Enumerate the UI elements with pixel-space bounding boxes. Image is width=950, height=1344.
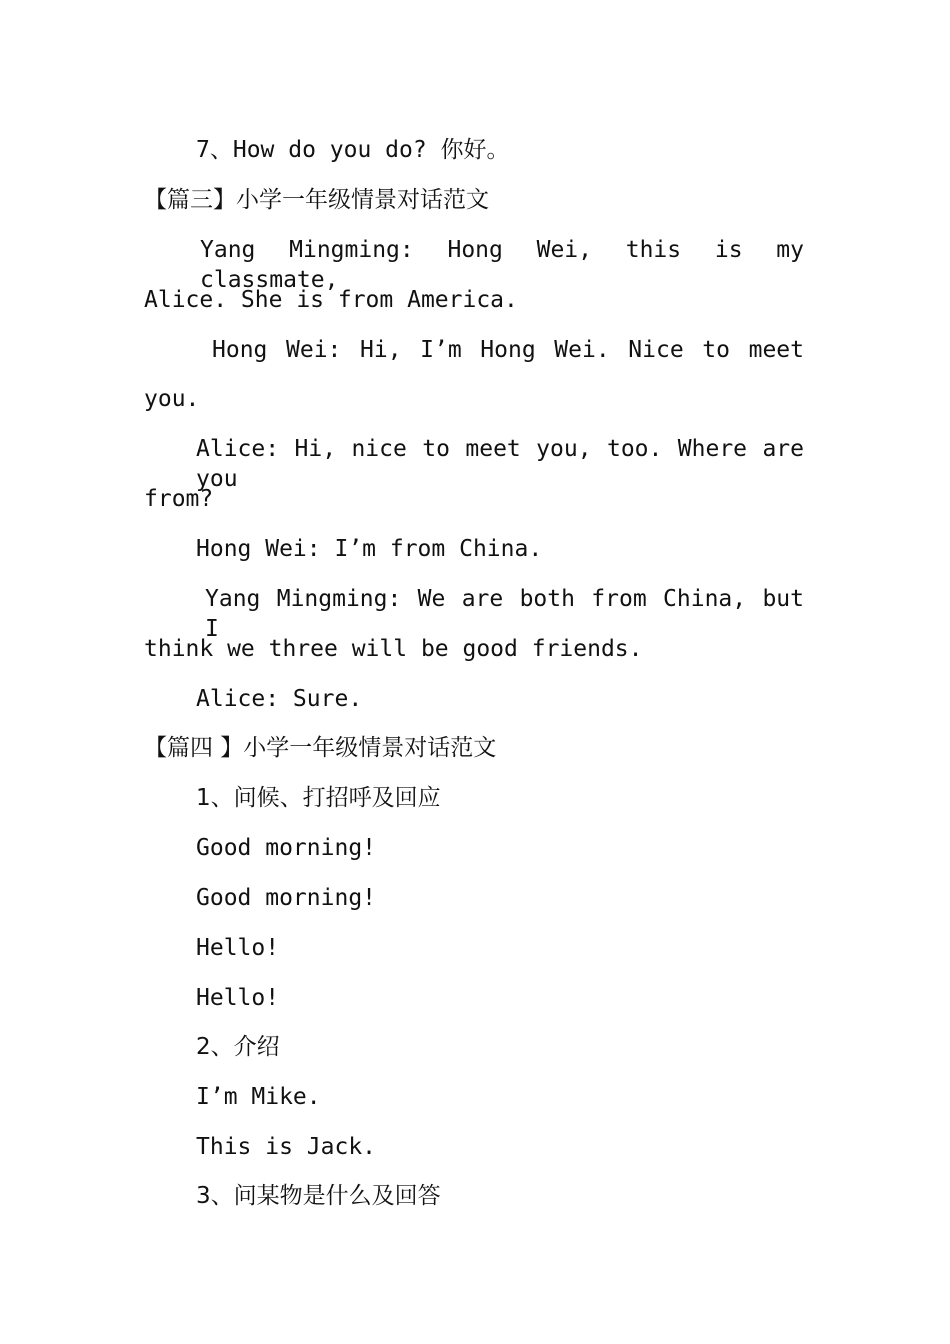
text-line: Yang Mingming: Hong Wei, this is my classmate,: [200, 237, 804, 293]
text-line: I’m Mike.: [196, 1084, 321, 1110]
text-line: Good morning!: [196, 885, 377, 911]
text-line: Good morning!: [196, 835, 377, 861]
text-line: Hong Wei: Hi, I’m Hong Wei. Nice to meet: [212, 337, 804, 363]
section-heading: 【篇三】小学一年级情景对话范文: [144, 187, 489, 213]
text-line: think we three will be good friends.: [144, 636, 643, 662]
subheading: 2、介绍: [196, 1034, 280, 1060]
text-line: Hello!: [196, 985, 280, 1011]
text-line: Alice. She is from America.: [144, 287, 518, 313]
text-line: Alice: Sure.: [196, 686, 363, 712]
text-line: Alice: Hi, nice to meet you, too. Where are you: [196, 436, 804, 492]
section-heading: 【篇四 】小学一年级情景对话范文: [144, 735, 497, 761]
text-line: Hong Wei: I’m from China.: [196, 536, 543, 562]
text-line: This is Jack.: [196, 1134, 377, 1160]
text-line: Yang Mingming: We are both from China, but I: [205, 586, 804, 642]
text-line: 7、How do you do? 你好。: [196, 137, 510, 163]
text-line: you.: [144, 386, 200, 412]
text-line: Hello!: [196, 935, 280, 961]
text-line: from?: [144, 486, 214, 512]
subheading: 1、问候、打招呼及回应: [196, 785, 441, 811]
subheading: 3、问某物是什么及回答: [196, 1183, 441, 1209]
